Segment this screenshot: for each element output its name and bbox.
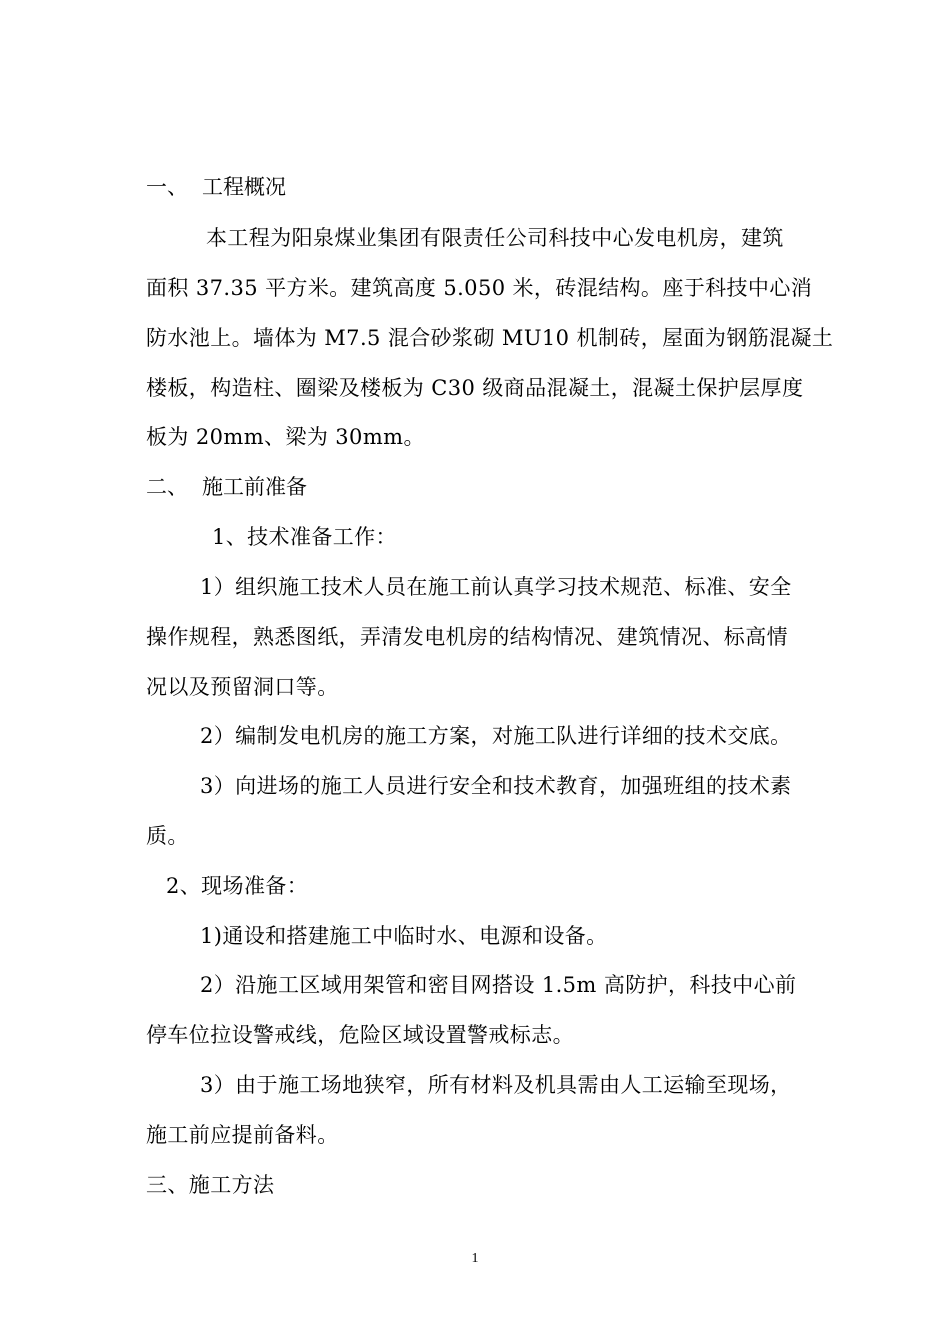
list-item-line: 施工前应提前备料。 — [146, 1123, 339, 1147]
section-number: 二、 — [146, 475, 188, 499]
paragraph-line: 楼板，构造柱、圈梁及楼板为 C30 级商品混凝土，混凝土保护层厚度 — [146, 376, 804, 400]
section-title: 施工前准备 — [202, 475, 307, 499]
list-item-line: 操作规程，熟悉图纸，弄清发电机房的结构情况、建筑情况、标高情 — [146, 625, 788, 649]
list-item-line: 质。 — [146, 824, 189, 848]
page-number: 1 — [471, 1251, 479, 1266]
paragraph-line: 本工程为阳泉煤业集团有限责任公司科技中心发电机房，建筑 — [206, 226, 784, 250]
section-number: 一、 — [146, 175, 188, 199]
list-item-line: 2）编制发电机房的施工方案，对施工队进行详细的技术交底。 — [200, 724, 792, 748]
list-item-line: 3）由于施工场地狭窄，所有材料及机具需由人工运输至现场， — [200, 1073, 792, 1097]
list-item-line: 况以及预留洞口等。 — [146, 675, 339, 699]
list-item-line: 2）沿施工区域用架管和密目网搭设 1.5m 高防护，科技中心前 — [200, 973, 797, 997]
paragraph-line: 面积 37.35 平方米。建筑高度 5.050 米，砖混结构。座于科技中心消 — [146, 276, 813, 300]
section-title: 三、施工方法 — [146, 1173, 275, 1197]
list-item-line: 1）组织施工技术人员在施工前认真学习技术规范、标准、安全 — [200, 575, 792, 599]
list-item-line: 1)通设和搭建施工中临时水、电源和设备。 — [200, 924, 608, 948]
list-item-line: 停车位拉设警戒线，危险区域设置警戒标志。 — [146, 1023, 574, 1047]
paragraph-line: 板为 20mm、梁为 30mm。 — [146, 425, 425, 449]
paragraph-line: 防水池上。墙体为 M7.5 混合砂浆砌 MU10 机制砖，屋面为钢筋混凝土 — [146, 326, 834, 350]
subsection-title: 1、技术准备工作： — [212, 525, 397, 549]
section-title: 工程概况 — [202, 175, 286, 199]
subsection-title: 2、现场准备： — [166, 874, 309, 898]
list-item-line: 3）向进场的施工人员进行安全和技术教育，加强班组的技术素 — [200, 774, 792, 798]
